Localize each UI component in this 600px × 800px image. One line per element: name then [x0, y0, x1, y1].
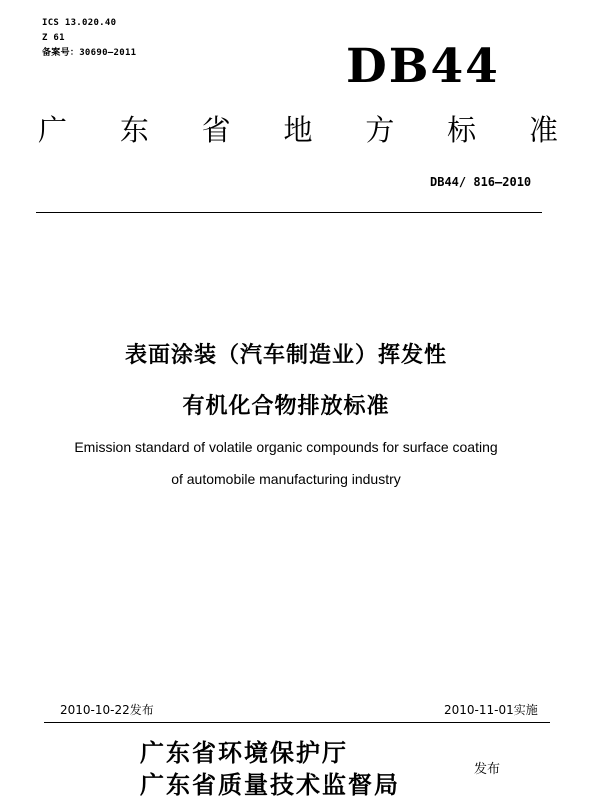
standard-type-char: 标	[447, 113, 477, 147]
standard-type-heading	[38, 112, 558, 148]
standard-type-char: 广	[38, 113, 68, 147]
standard-type-char: 方	[365, 113, 395, 147]
standard-type-char: 准	[528, 113, 558, 147]
title-zh-line1: 表面涂装（汽车制造业）挥发性	[124, 343, 447, 368]
title-zh-line2: 有机化合物排放标准	[182, 394, 390, 419]
publish-label: 发布	[474, 762, 501, 777]
filing-number: 备案号：30690—2011	[42, 48, 137, 58]
title-en-line1: Emission standard of volatile organic compounds for surface coating	[74, 439, 498, 455]
title-en-line2: of automobile manufacturing industry	[171, 471, 401, 487]
issue-date: 2010-10-22发布	[60, 703, 154, 717]
issuer-line2: 广东省质量技术监督局	[140, 770, 400, 799]
standard-number: DB44/ 816—2010	[430, 175, 532, 189]
effective-date: 2010-11-01实施	[444, 703, 538, 717]
footer-divider	[44, 722, 550, 723]
standard-code-logo: DB44	[346, 39, 500, 94]
issuer-line1: 广东省环境保护厅	[140, 738, 348, 767]
standard-type-char: 省	[201, 113, 231, 147]
standard-type-char: 地	[283, 113, 313, 147]
standard-type-char: 东	[119, 113, 149, 147]
header-divider	[36, 212, 542, 213]
ccs-code: Z 61	[42, 33, 65, 43]
ics-code: ICS 13.020.40	[42, 18, 117, 28]
